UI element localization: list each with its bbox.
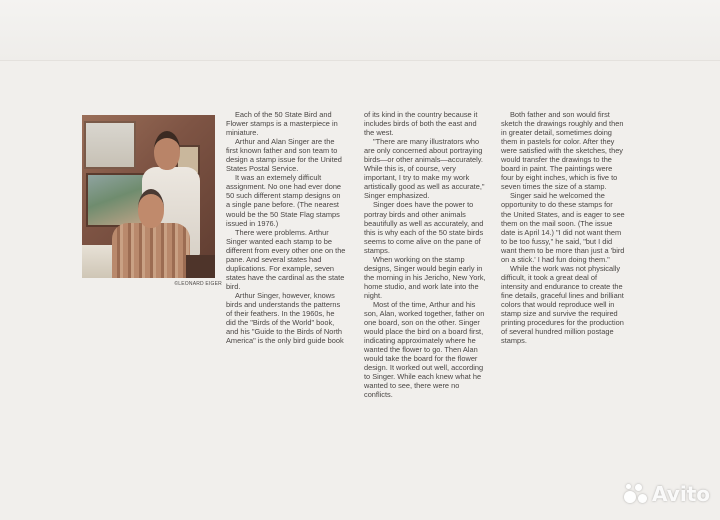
avito-watermark: [624, 482, 710, 506]
paragraph: Each of the 50 State Bird and Flower stamps is a masterpiece in miniature.: [226, 110, 338, 138]
paragraph: While the work was not physically difficult, it took a great deal of intensity and endurance to create the fine details, graceful lines and brilliant colors that would reproduce well in stamp size and survive the required printing procedures for the production of several hundred million postage stamps.: [501, 263, 624, 346]
paragraph: Singer said he welcomed the opportunity to do these stamps for the United States, and is eager to see them on the mail soon. (The issue date is April 14.) "I did not want them to be too fussy," he said, "but I did want them to be more than just a 'bird on a stick.' I had fun doing them.": [501, 191, 625, 264]
paragraph: Both father and son would first sketch the drawings roughly and then in greater detail, sometimes doing them in pastels for color. After they were satisfied with the sketches, they would transfer the drawings to the board in paint. The paintings were four by eight inches, which is five to seven times the size of a stamp.: [501, 110, 624, 192]
singer-photo: [82, 115, 215, 278]
paragraph: It was an extemely difficult assignment. No one had ever done 50 such different stamp designs on a single pane before. (The nearest would be the 50 State Flag stamps issued in 1976.): [226, 173, 342, 228]
text-column-3: [501, 110, 625, 345]
paragraph: Singer does have the power to portray birds and other animals beautifully as well as accurately, and this is why each of the 50 state birds seems to come alive on the pane of stamps.: [364, 200, 484, 255]
avito-dots-icon: [624, 483, 648, 505]
text-column-1: [226, 110, 346, 345]
paragraph: Most of the time, Arthur and his son, Alan, worked together, father on one board, son on the other. Singer would place the bird on a board first, indicating approximately where he wanted the flower to go. Then Alan would take the board for the flower design. It worked out well, according to Singer. While each knew what he wanted to see, there were no conflicts.: [364, 299, 485, 400]
paragraph: Arthur and Alan Singer are the first known father and son team to design a stamp issue for the United States Postal Service.: [226, 137, 342, 174]
text-column-2: [364, 110, 486, 400]
watermark-text: Avito: [652, 482, 710, 506]
photo-credit: ©LEONARD EIGER: [174, 281, 222, 287]
paragraph: There were problems. Arthur Singer wanted each stamp to be different from every other one on the pane. And several states had duplications. For example, seven states have the cardinal as the state bird.: [226, 227, 346, 291]
paragraph: Arthur Singer, however, knows birds and understands the patterns of their feathers. In the 1960s, he did the "Birds of the World" book, and his "Guide to the Birds of North America" is the only bird guide book: [226, 290, 344, 346]
paragraph: When working on the stamp designs, Singer would begin early in the morning in his Jericho, New York, home studio, and work late into the night.: [364, 254, 486, 300]
page-top-fold: [0, 0, 720, 61]
paragraph: "There are many illustrators who are only concerned about portraying birds—or other animals—accurately. While this is, of course, very important, I try to make my work artistically good as well as accurate," Singer emphasized.: [364, 137, 485, 201]
paragraph: of its kind in the country because it includes birds of both the east and the west.: [364, 110, 478, 138]
